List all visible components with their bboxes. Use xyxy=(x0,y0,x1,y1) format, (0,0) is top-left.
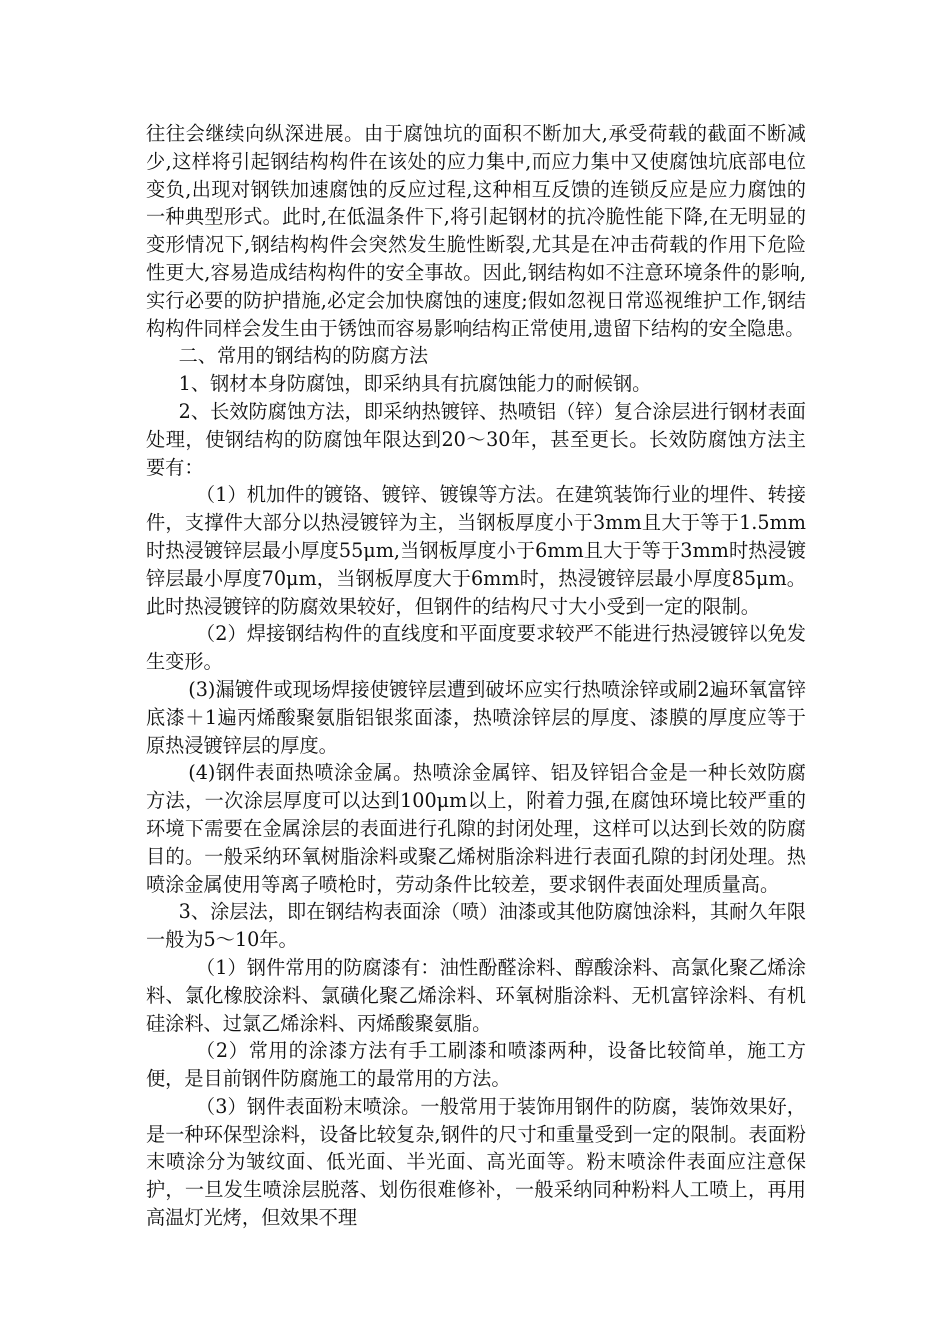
document-page xyxy=(146,120,806,1232)
paragraph-method-2-item-2: （2）焊接钢结构件的直线度和平面度要求较严不能进行热浸镀锌以免发生变形。 xyxy=(146,622,806,674)
section-heading-anticorrosion-methods: 二、常用的钢结构的防腐方法 xyxy=(178,344,429,368)
paragraph-method-2-item-1: （1）机加件的镀铬、镀锌、镀镍等方法。在建筑装饰行业的埋件、转接件，支撑件大部分以热浸镀锌为主，当钢板厚度小于3mm且大于等于1.5mm时热浸镀锌层最小厚度55μm,当钢板厚度小于6mm且大于等于3mm时热浸镀锌层最小厚度70μm，当钢板厚度大于6mm时，热浸镀锌层最小厚度85μm。此时热浸镀锌的防腐效果较好，但钢件的结构尺寸大小受到一定的限制。 xyxy=(146,483,806,618)
paragraph-method-3: 3、涂层法，即在钢结构表面涂（喷）油漆或其他防腐蚀涂料，其耐久年限一般为5～10年。 xyxy=(146,900,806,952)
paragraph-method-2: 2、长效防腐蚀方法，即采纳热镀锌、热喷铝（锌）复合涂层进行钢材表面处理，使钢结构的防腐蚀年限达到20～30年，甚至更长。长效防腐蚀方法主要有： xyxy=(146,399,806,479)
paragraph-method-1: 1、钢材本身防腐蚀，即采纳具有抗腐蚀能力的耐候钢。 xyxy=(178,372,652,396)
paragraph-method-2-item-4: (4)钢件表面热喷涂金属。热喷涂金属锌、铝及锌铝合金是一种长效防腐方法，一次涂层厚度可以达到100μm以上，附着力强,在腐蚀环境比较严重的环境下需要在金属涂层的表面进行孔隙的封闭处理，这样可以达到长效的防腐目的。一般采纳环氧树脂涂料或聚乙烯树脂涂料进行表面孔隙的封闭处理。热喷涂金属使用等离子喷枪时，劳动条件比较差，要求钢件表面处理质量高。 xyxy=(146,761,806,896)
paragraph-stress-corrosion: 往往会继续向纵深进展。由于腐蚀坑的面积不断加大,承受荷载的截面不断减少,这样将引起钢结构构件在该处的应力集中,而应力集中又使腐蚀坑底部电位变负,出现对钢铁加速腐蚀的反应过程,这种相互反馈的连锁反应是应力腐蚀的一种典型形式。此时,在低温条件下,将引起钢材的抗冷脆性能下降,在无明显的变形情况下,钢结构构件会突然发生脆性断裂,尤其是在冲击荷载的作用下危险性更大,容易造成结构构件的安全事故。因此,钢结构如不注意环境条件的影响,实行必要的防护措施,必定会加快腐蚀的速度;假如忽视日常巡视维护工作,钢结构构件同样会发生由于锈蚀而容易影响结构正常使用,遗留下结构的安全隐患。 xyxy=(146,122,806,340)
paragraph-method-3-item-3: （3）钢件表面粉末喷涂。一般常用于装饰用钢件的防腐，装饰效果好，是一种环保型涂料，设备比较复杂,钢件的尺寸和重量受到一定的限制。表面粉末喷涂分为皱纹面、低光面、半光面、高光面等。粉末喷涂件表面应注意保护，一旦发生喷涂层脱落、划伤很难修补，一般采纳同种粉料人工喷上，再用高温灯光烤，但效果不理 xyxy=(146,1094,806,1230)
paragraph-method-3-item-2: （2）常用的涂漆方法有手工刷漆和喷漆两种，设备比较简单，施工方便，是目前钢件防腐施工的最常用的方法。 xyxy=(146,1039,806,1091)
paragraph-method-3-item-1: （1）钢件常用的防腐漆有：油性酚醛涂料、醇酸涂料、高氯化聚乙烯涂料、氯化橡胶涂料、氯磺化聚乙烯涂料、环氧树脂涂料、无机富锌涂料、有机硅涂料、过氯乙烯涂料、丙烯酸聚氨脂。 xyxy=(146,955,806,1035)
paragraph-method-2-item-3: (3)漏镀件或现场焊接使镀锌层遭到破坏应实行热喷涂锌或刷2遍环氧富锌底漆＋1遍丙烯酸聚氨脂铝银浆面漆，热喷涂锌层的厚度、漆膜的厚度应等于原热浸镀锌层的厚度。 xyxy=(146,677,806,757)
